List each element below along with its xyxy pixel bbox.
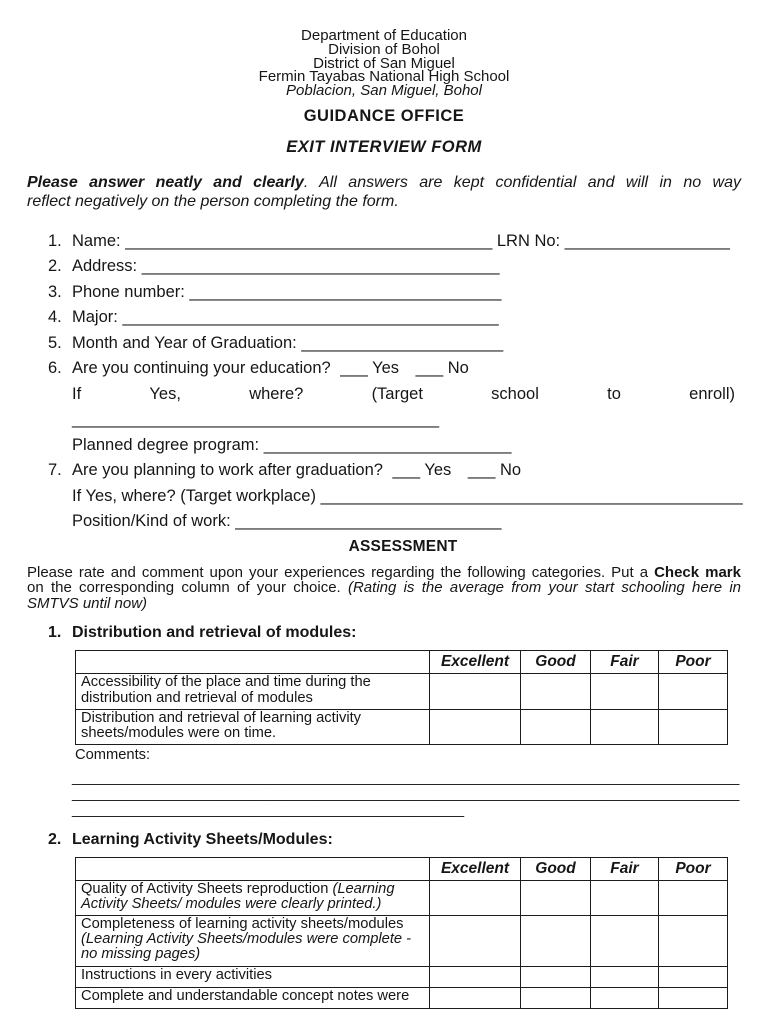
comment-line[interactable]: ________________________________________________________________________________ [72,784,740,802]
justified-word: school [491,384,539,403]
lrn-blank[interactable]: __________________ [564,231,730,250]
name-label: Name: [72,231,121,250]
section-heading-learning-activity-sheets [27,831,741,849]
criteria-column-header [76,857,430,880]
graduation-blank[interactable]: ______________________ [301,333,504,352]
work-yes-blank[interactable]: ___ [392,461,421,480]
target-workplace-label: If Yes, where? (Target workplace) [72,486,316,505]
address-label: Address: [72,257,138,276]
rating-cell-poor[interactable] [659,880,728,915]
text-segment: Complete and understandable concept notes were [81,987,410,1004]
criteria-cell [76,915,430,966]
question-work-after-graduation [27,461,741,479]
criteria-row [76,987,728,1008]
assessment-instructions-line-3 [27,596,741,612]
rating-cell-poor[interactable] [659,966,728,987]
phone-blank[interactable]: __________________________________ [189,282,502,301]
no-label: No [447,359,469,378]
rating-cell-poor[interactable] [659,709,728,744]
continuing-yes-blank[interactable]: ___ [340,359,368,378]
rating-header-row [76,651,728,674]
rating-header-fair: Fair [591,857,659,880]
planned-degree-blank[interactable]: ___________________________ [263,435,512,454]
section-number: 2. [48,830,62,848]
graduation-label: Month and Year of Graduation: [72,333,297,352]
target-school-line [72,410,741,428]
confidentiality-note-line-1 [27,173,741,192]
section-number: 1. [48,624,62,642]
question-address [27,257,741,275]
planned-degree-line [72,436,741,454]
major-blank[interactable]: _________________________________________ [122,308,499,327]
text-segment: SMTVS until now) [27,594,148,612]
text-segment: (Learning Activity Sheets/modules were complete - no missing pages) [81,931,412,963]
target-workplace-line [72,487,741,505]
phone-label: Phone number: [72,282,185,301]
text-segment: on the corresponding column of your choice. [27,579,348,597]
question-number: 6. [48,359,62,378]
rating-cell-excellent[interactable] [430,987,521,1008]
comment-line[interactable]: ________________________________________________________________________________ [72,769,740,787]
letterhead-line-district: District of San Miguel [313,54,455,72]
yes-label: Yes [424,461,452,480]
no-label: No [500,461,522,480]
criteria-row [76,915,728,966]
office-title: GUIDANCE OFFICE [303,106,465,125]
criteria-cell [76,709,430,744]
rating-header-excellent: Excellent [430,651,521,674]
form-title: EXIT INTERVIEW FORM [286,137,482,156]
rating-header-row [76,857,728,880]
rating-header-poor: Poor [659,857,728,880]
letterhead-line-school: Fermin Tayabas National High School [258,68,510,86]
target-school-blank[interactable]: ________________________________________ [72,410,440,429]
question-phone [27,283,741,301]
text-segment: (Rating is the average from your start schooling here in [347,579,741,597]
question-number: 7. [48,461,62,480]
name-blank[interactable]: ________________________________________ [125,231,493,250]
rating-cell-good[interactable] [521,880,591,915]
comments-label: Comments: [75,747,151,764]
question-name [27,232,741,250]
question-number: 1. [48,231,62,250]
confidentiality-note [27,173,741,211]
text-segment: (Learning Activity Sheets/ modules were clearly printed.) [81,880,395,912]
question-major [27,308,741,326]
rating-cell-fair[interactable] [591,880,659,915]
rating-cell-fair[interactable] [591,915,659,966]
assessment-instructions-line-1 [27,565,741,581]
position-blank[interactable]: _____________________________ [235,512,502,531]
text-segment: Please rate and comment upon your experiences regarding the following categories. Put a [27,563,655,581]
rating-cell-poor[interactable] [659,987,728,1008]
rating-cell-good[interactable] [521,987,591,1008]
rating-cell-excellent[interactable] [430,709,521,744]
criteria-row [76,709,728,744]
rating-cell-fair[interactable] [591,966,659,987]
section-heading-distribution [27,624,741,642]
rating-cell-excellent[interactable] [430,915,521,966]
rating-table-distribution [75,650,728,745]
position-label: Position/Kind of work: [72,512,231,531]
rating-cell-fair[interactable] [591,674,659,709]
justified-word: enroll) [689,384,735,403]
section-heading-label: Distribution and retrieval of modules: [72,624,357,642]
rating-cell-poor[interactable] [659,674,728,709]
rating-cell-fair[interactable] [591,709,659,744]
rating-header-good: Good [521,651,591,674]
criteria-cell [76,966,430,987]
rating-cell-excellent[interactable] [430,674,521,709]
justified-word: Yes, [149,384,181,403]
text-segment: Please answer neatly and clearly [27,173,304,191]
question-list [27,232,741,531]
comments-lines [72,770,741,817]
justified-word: (Target [371,384,423,403]
lrn-label: LRN No: [496,231,561,250]
address-blank[interactable]: _______________________________________ [141,257,500,276]
justified-word: to [607,384,621,403]
major-label: Major: [72,308,118,327]
rating-cell-fair[interactable] [591,987,659,1008]
confidentiality-note-line-2 [27,192,741,211]
assessment-instructions-line-2 [27,580,741,596]
text-segment: Completeness of learning activity sheets/modules [81,915,404,932]
justified-word: where? [249,384,304,403]
criteria-cell [76,987,430,1008]
yes-label: Yes [372,359,400,378]
assessment-title: ASSESSMENT [348,537,458,555]
rating-cell-excellent[interactable] [430,880,521,915]
rating-cell-good[interactable] [521,709,591,744]
rating-table-learning-activity-sheets [75,857,728,1009]
continuing-no-blank[interactable]: ___ [415,359,444,378]
target-workplace-blank[interactable]: ______________________________________________ [320,486,743,505]
rating-cell-poor[interactable] [659,915,728,966]
rating-cell-good[interactable] [521,966,591,987]
criteria-column-header [76,651,430,674]
justified-word: If [72,384,82,403]
rating-header-fair: Fair [591,651,659,674]
work-no-blank[interactable]: ___ [467,461,496,480]
text-segment: Accessibility of the place and time during the distribution and retrieval of modules [81,674,371,706]
text-segment: Distribution and retrieval of learning activity sheets/modules were on time. [81,709,362,741]
question-number: 5. [48,333,62,352]
rating-header-poor: Poor [659,651,728,674]
letterhead-address: Poblacion, San Miguel, Bohol [286,82,482,100]
criteria-cell [76,674,430,709]
assessment-instructions [27,565,741,612]
question-number: 2. [48,257,62,276]
letterhead-line-division: Division of Bohol [328,40,440,58]
rating-header-excellent: Excellent [430,857,521,880]
question-number: 4. [48,308,62,327]
rating-cell-good[interactable] [521,915,591,966]
rating-cell-excellent[interactable] [430,966,521,987]
text-segment: Instructions in every activities [81,966,273,983]
criteria-row [76,966,728,987]
question-number: 3. [48,282,62,301]
comment-line[interactable]: _______________________________________________ [72,800,465,818]
rating-header-good: Good [521,857,591,880]
criteria-cell [76,880,430,915]
letterhead-line-dept: Department of Education [301,27,467,44]
text-segment: Quality of Activity Sheets reproduction [81,880,333,897]
planned-degree-label: Planned degree program: [72,435,260,454]
letterhead [27,29,741,155]
section-heading-label: Learning Activity Sheets/Modules: [72,830,333,848]
question-continuing-education [27,359,741,377]
rating-cell-good[interactable] [521,674,591,709]
criteria-row [76,880,728,915]
text-segment: . All answers are kept confidential and will in no way [303,173,742,191]
text-segment: Check mark [654,563,741,581]
text-segment: reflect negatively on the person completing the form. [27,192,399,210]
target-school-prompt [72,385,735,403]
position-line [72,512,741,530]
criteria-row [76,674,728,709]
question-graduation-date [27,334,741,352]
work-after-graduation-label: Are you planning to work after graduation? [72,461,383,480]
continuing-education-label: Are you continuing your education? [72,359,331,378]
